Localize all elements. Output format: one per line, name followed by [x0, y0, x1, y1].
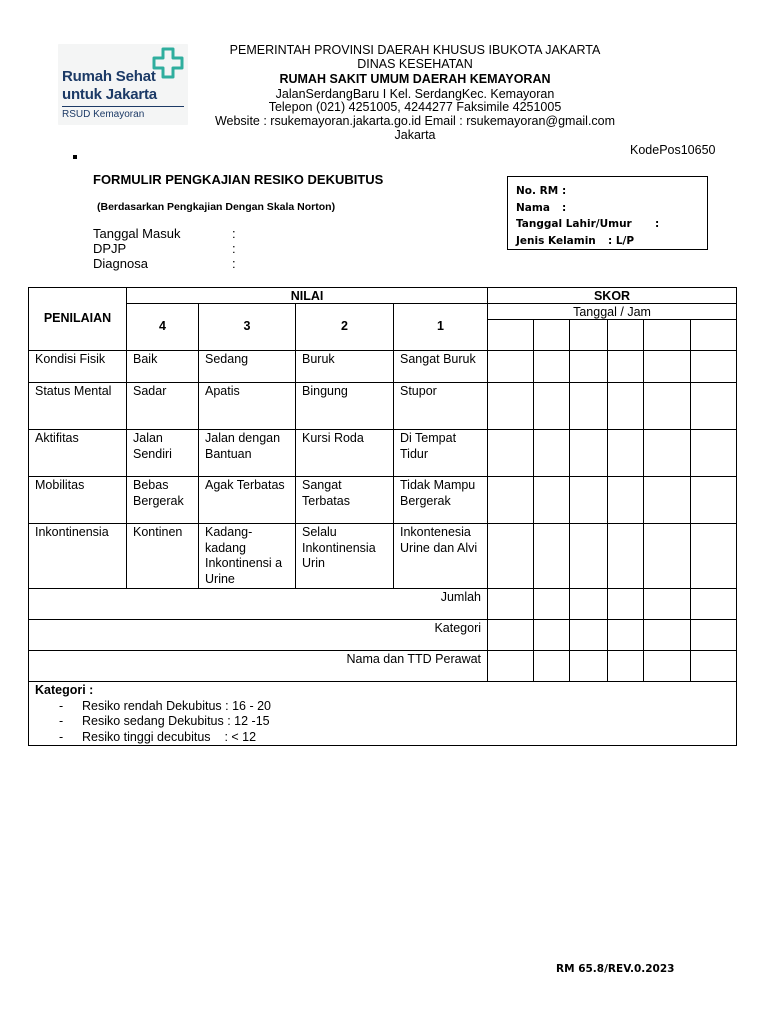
logo-divider — [62, 106, 184, 107]
nama-ttd-perawat-label: Nama dan TTD Perawat — [29, 651, 488, 682]
score-cell[interactable] — [691, 620, 737, 651]
score-cell[interactable] — [608, 620, 644, 651]
kategori-item-text: Resiko sedang Dekubitus : 12 -15 — [82, 714, 270, 728]
nama-colon: : — [562, 201, 567, 214]
no-rm-label: No. RM — [516, 185, 559, 197]
header-address: JalanSerdangBaru I Kel. SerdangKec. Kemayoran — [275, 87, 555, 101]
penilaian-header: PENILAIAN — [29, 288, 127, 351]
score-cell[interactable] — [644, 477, 691, 524]
hospital-name: RUMAH SAKIT UMUM DAERAH KEMAYORAN — [279, 72, 551, 86]
score-cell[interactable] — [570, 651, 608, 682]
score-cell[interactable] — [691, 383, 737, 430]
criteria-value-1: Di Tempat Tidur — [394, 430, 488, 477]
tanggal-lahir-colon: : — [655, 218, 660, 230]
field-diagnosa-colon: : — [232, 256, 236, 271]
score-cell[interactable] — [644, 430, 691, 477]
criteria-value-2: Selalu Inkontinensia Urin — [296, 524, 394, 589]
score-cell[interactable] — [488, 477, 534, 524]
jumlah-label: Jumlah — [29, 589, 488, 620]
postal-code: KodePos10650 — [630, 143, 716, 157]
score-cell[interactable] — [570, 430, 608, 477]
score-cell[interactable] — [534, 524, 570, 589]
score-3-header: 3 — [199, 304, 296, 351]
kategori-item-dash: - — [59, 729, 64, 744]
logo-line-3: RSUD Kemayoran — [62, 109, 145, 120]
field-dpjp-colon: : — [232, 241, 236, 256]
bullet-mark — [73, 155, 77, 159]
score-cell[interactable] — [691, 351, 737, 383]
criteria-name: Mobilitas — [29, 477, 127, 524]
criteria-value-4: Jalan Sendiri — [127, 430, 199, 477]
score-cell[interactable] — [570, 383, 608, 430]
patient-jenis-kelamin — [516, 233, 707, 250]
jenis-kelamin-value: : L/P — [608, 234, 635, 247]
criteria-value-2: Buruk — [296, 351, 394, 383]
score-cell[interactable] — [534, 651, 570, 682]
score-cell[interactable] — [691, 430, 737, 477]
field-dpjp-label: DPJP — [93, 241, 127, 256]
form-revision-code: RM 65.8/REV.0.2023 — [556, 963, 675, 975]
score-cell[interactable] — [608, 383, 644, 430]
criteria-name: Aktifitas — [29, 430, 127, 477]
score-cell[interactable] — [691, 477, 737, 524]
criteria-value-1: Tidak Mampu Bergerak — [394, 477, 488, 524]
score-date-cell[interactable] — [488, 320, 534, 351]
score-cell[interactable] — [608, 351, 644, 383]
kategori-legend-title: Kategori : — [35, 683, 94, 697]
criteria-value-2: Bingung — [296, 383, 394, 430]
kategori-item-dash: - — [59, 714, 64, 728]
score-cell[interactable] — [608, 589, 644, 620]
score-cell[interactable] — [534, 620, 570, 651]
score-cell[interactable] — [644, 651, 691, 682]
score-cell[interactable] — [644, 524, 691, 589]
field-tanggal-masuk-label: Tanggal Masuk — [93, 226, 181, 241]
score-cell[interactable] — [488, 589, 534, 620]
score-cell[interactable] — [570, 477, 608, 524]
criteria-value-3: Agak Terbatas — [199, 477, 296, 524]
criteria-value-4: Bebas Bergerak — [127, 477, 199, 524]
score-cell[interactable] — [644, 620, 691, 651]
criteria-value-1: Sangat Buruk — [394, 351, 488, 383]
criteria-value-4: Kontinen — [127, 524, 199, 589]
criteria-name: Kondisi Fisik — [29, 351, 127, 383]
criteria-value-4: Sadar — [127, 383, 199, 430]
score-cell[interactable] — [691, 524, 737, 589]
kategori-item — [35, 714, 730, 730]
criteria-value-4: Baik — [127, 351, 199, 383]
score-cell[interactable] — [534, 351, 570, 383]
field-diagnosa-label: Diagnosa — [93, 256, 148, 271]
score-date-cell[interactable] — [534, 320, 570, 351]
criteria-value-3: Kadang-kadang Inkontinensi a Urine — [199, 524, 296, 589]
kategori-item — [35, 699, 730, 715]
header-city: Jakarta — [394, 128, 436, 142]
patient-no-rm — [516, 183, 707, 200]
hospital-logo — [58, 44, 188, 125]
score-cell[interactable] — [644, 589, 691, 620]
score-cell[interactable] — [534, 589, 570, 620]
kategori-item-dash: - — [59, 698, 64, 713]
logo-line-1: Rumah Sehat — [62, 68, 156, 85]
skor-header: SKOR — [488, 288, 737, 304]
score-4-header: 4 — [127, 304, 199, 351]
nilai-header: NILAI — [127, 288, 488, 304]
score-1-header: 1 — [394, 304, 488, 351]
score-cell[interactable] — [570, 589, 608, 620]
score-cell[interactable] — [644, 351, 691, 383]
score-2-header: 2 — [296, 304, 394, 351]
table-row — [29, 477, 737, 524]
header-website-email: Website : rsukemayoran.jakarta.go.id Email : rsukemayoran@gmail.com — [214, 114, 616, 128]
score-cell[interactable] — [644, 383, 691, 430]
criteria-value-3: Jalan dengan Bantuan — [199, 430, 296, 477]
summary-row-ttd — [29, 651, 737, 682]
table-row — [29, 524, 737, 589]
score-cell[interactable] — [534, 477, 570, 524]
score-cell[interactable] — [488, 430, 534, 477]
no-rm-colon: : — [562, 185, 567, 197]
score-cell[interactable] — [488, 620, 534, 651]
tanggal-jam-header: Tanggal / Jam — [488, 304, 737, 320]
score-cell[interactable] — [570, 351, 608, 383]
field-tanggal-masuk-colon: : — [232, 226, 236, 241]
kategori-item-text: Resiko tinggi decubitus : < 12 — [82, 729, 257, 744]
nama-label: Nama — [516, 201, 550, 214]
score-cell[interactable] — [608, 651, 644, 682]
criteria-name: Status Mental — [29, 383, 127, 430]
score-date-cell[interactable] — [644, 320, 691, 351]
header-line-2: DINAS KESEHATAN — [357, 57, 473, 71]
norton-scale-table — [28, 287, 737, 746]
score-cell[interactable] — [691, 651, 737, 682]
criteria-value-2: Kursi Roda — [296, 430, 394, 477]
score-date-cell[interactable] — [570, 320, 608, 351]
score-date-cell[interactable] — [691, 320, 737, 351]
score-cell[interactable] — [691, 589, 737, 620]
kategori-item-text: Resiko rendah Dekubitus : 16 - 20 — [82, 698, 271, 713]
header-phone: Telepon (021) 4251005, 4244277 Faksimile 4251005 — [268, 100, 562, 114]
criteria-value-1: Stupor — [394, 383, 488, 430]
summary-row-kategori — [29, 620, 737, 651]
table-row — [29, 383, 737, 430]
patient-nama — [516, 200, 707, 217]
score-cell[interactable] — [488, 524, 534, 589]
kategori-item — [35, 730, 730, 746]
jenis-kelamin-label: Jenis Kelamin — [516, 234, 596, 247]
score-cell[interactable] — [570, 620, 608, 651]
table-row — [29, 351, 737, 383]
score-cell[interactable] — [488, 651, 534, 682]
criteria-value-1: Inkontenesia Urine dan Alvi — [394, 524, 488, 589]
table-header-row-1 — [29, 288, 737, 304]
score-cell[interactable] — [534, 383, 570, 430]
score-cell[interactable] — [534, 430, 570, 477]
score-cell[interactable] — [488, 383, 534, 430]
table-row — [29, 430, 737, 477]
criteria-value-3: Sedang — [199, 351, 296, 383]
summary-row-jumlah — [29, 589, 737, 620]
form-subtitle: (Berdasarkan Pengkajian Dengan Skala Norton) — [97, 201, 336, 213]
kategori-label: Kategori — [29, 620, 488, 651]
kategori-legend-row — [29, 682, 737, 746]
score-date-cell[interactable] — [608, 320, 644, 351]
table-header-row-2 — [29, 304, 737, 320]
score-cell[interactable] — [608, 430, 644, 477]
score-cell[interactable] — [488, 351, 534, 383]
score-cell[interactable] — [608, 524, 644, 589]
criteria-value-3: Apatis — [199, 383, 296, 430]
kategori-legend — [29, 682, 737, 746]
criteria-value-2: Sangat Terbatas — [296, 477, 394, 524]
patient-identity-box — [507, 176, 708, 250]
criteria-name: Inkontinensia — [29, 524, 127, 589]
score-cell[interactable] — [570, 524, 608, 589]
patient-tanggal-lahir — [516, 216, 707, 233]
logo-line-2: untuk Jakarta — [62, 86, 157, 103]
score-cell[interactable] — [608, 477, 644, 524]
header-line-1: PEMERINTAH PROVINSI DAERAH KHUSUS IBUKOTA JAKARTA — [229, 43, 601, 57]
form-title: FORMULIR PENGKAJIAN RESIKO DEKUBITUS — [93, 172, 384, 187]
tanggal-lahir-label: Tanggal Lahir/Umur — [516, 218, 632, 230]
